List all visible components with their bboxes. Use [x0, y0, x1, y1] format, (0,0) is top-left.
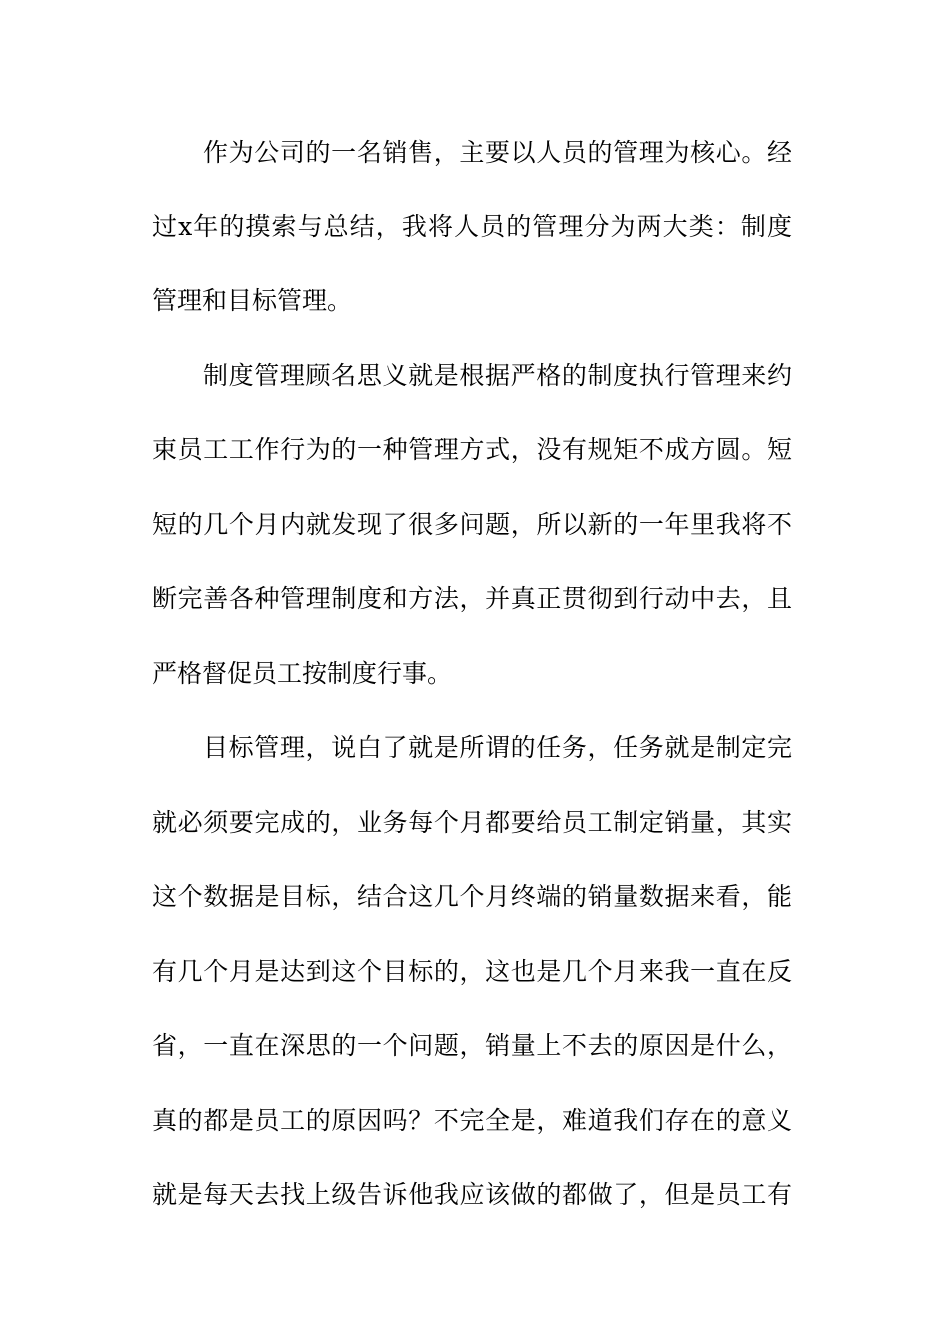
paragraph-2-line-4: 断完善各种管理制度和方法，并真正贯彻到行动中去，且: [152, 584, 792, 613]
paragraph-2-line-5: 严格督促员工按制度行事。: [152, 659, 453, 688]
paragraph-3-line-2: 就必须要完成的，业务每个月都要给员工制定销量，其实: [152, 808, 792, 837]
paragraph-3-line-6: 真的都是员工的原因吗？不完全是，难道我们存在的意义: [152, 1106, 792, 1135]
paragraph-2-line-3: 短的几个月内就发现了很多问题，所以新的一年里我将不: [152, 510, 792, 539]
paragraph-1-line-3: 管理和目标管理。: [152, 286, 353, 315]
paragraph-3-line-4: 有几个月是达到这个目标的，这也是几个月来我一直在反: [152, 957, 792, 986]
paragraph-2-line-2: 束员工工作行为的一种管理方式，没有规矩不成方圆。短: [152, 435, 792, 464]
paragraph-3-line-1: 目标管理，说白了就是所谓的任务，任务就是制定完: [203, 733, 792, 762]
paragraph-3-line-3: 这个数据是目标，结合这几个月终端的销量数据来看，能: [152, 882, 792, 911]
paragraph-1-line-1: 作为公司的一名销售，主要以人员的管理为核心。经: [203, 138, 792, 167]
paragraph-3-line-7: 就是每天去找上级告诉他我应该做的都做了，但是员工有: [152, 1180, 792, 1209]
paragraph-3-line-5: 省，一直在深思的一个问题，销量上不去的原因是什么，: [152, 1031, 792, 1060]
paragraph-1-line-2: 过x年的摸索与总结，我将人员的管理分为两大类：制度: [152, 212, 792, 241]
paragraph-2-line-1: 制度管理顾名思义就是根据严格的制度执行管理来约: [203, 361, 792, 390]
